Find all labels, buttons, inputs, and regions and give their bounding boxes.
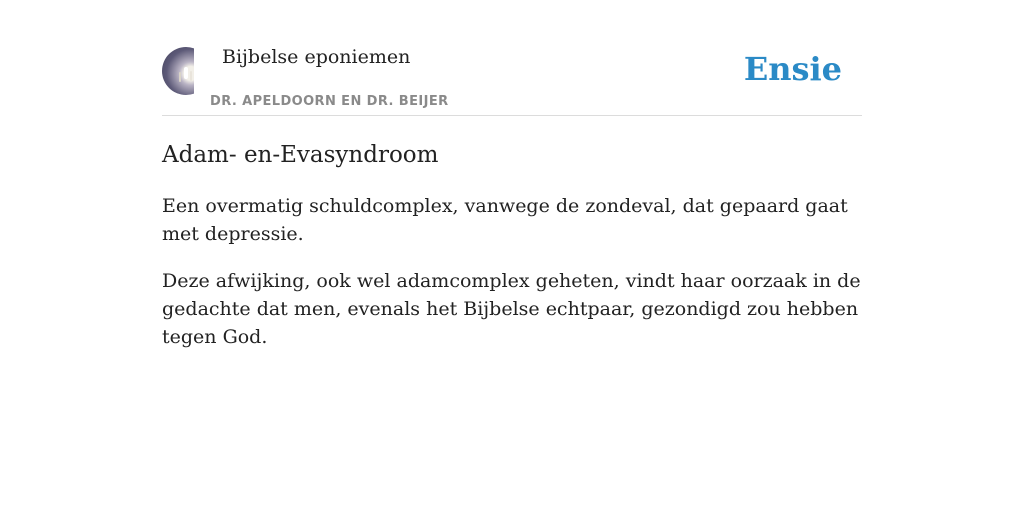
ensie-logo[interactable]: Ensie xyxy=(743,50,842,88)
book-authors: DR. APELDOORN EN DR. BEIJER xyxy=(210,94,449,109)
entry-paragraph: Deze afwijking, ook wel adamcomplex geheten, vindt haar oorzaak in de gedachte dat men, evenals het Bijbelse echtpaar, gezondigd zou hebben tegen God. xyxy=(162,270,861,348)
entry-header xyxy=(162,40,862,116)
book-cover-thumbnail-icon[interactable] xyxy=(162,47,194,95)
entry-card xyxy=(162,40,862,351)
book-title[interactable]: Bijbelse eponiemen xyxy=(222,46,411,68)
book-cover-image xyxy=(162,47,194,95)
entry-title: Adam- en-Evasyndroom xyxy=(162,142,439,168)
entry-paragraph: Een overmatig schuldcomplex, vanwege de zondeval, dat gepaard gaat met depressie. xyxy=(162,195,848,245)
